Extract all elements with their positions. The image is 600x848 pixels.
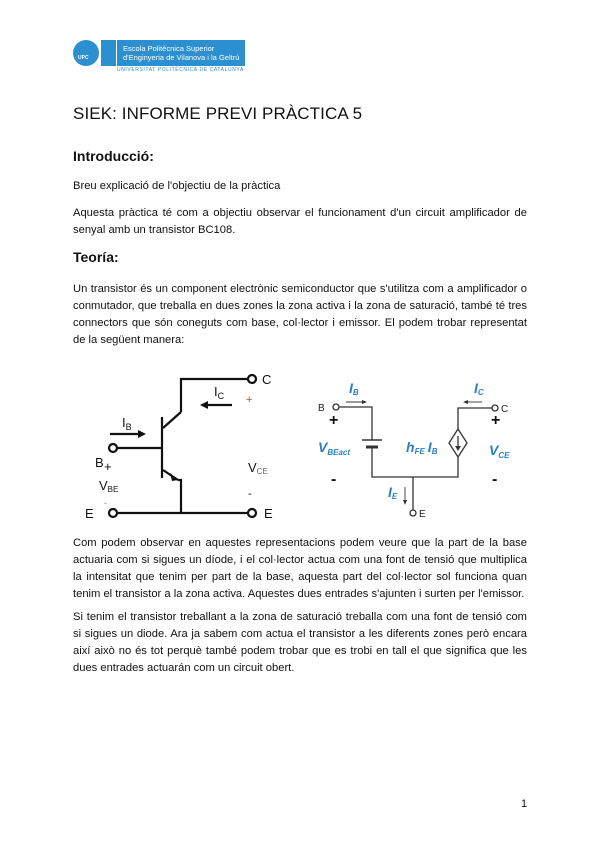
page-title: SIEK: INFORME PREVI PRÀCTICA 5 [73, 104, 363, 123]
label-b: B [95, 455, 104, 470]
label-b-plus: + [104, 459, 112, 474]
label-c-minus: - [248, 488, 252, 500]
eq-label-ic: IC [474, 380, 484, 397]
label-ic: $I_C$ [214, 384, 225, 401]
eq-label-vce: $V_{CE}$ [489, 442, 510, 460]
eq-plus-left: + [329, 412, 339, 429]
eq-label-vbeact: $V_{BEact}$ [318, 439, 351, 457]
university-name: UNIVERSITAT POLITÈCNICA DE CATALUNYA [117, 67, 244, 73]
intro-paragraph: Aquesta pràctica té com a objectiu observar el funcionament d'un circuit amplificador de senyal amb un transistor BC108. [73, 207, 527, 236]
label-c: C [262, 372, 272, 387]
intro-subtitle: Breu explicació de l'objectiu de la pràctica [73, 180, 281, 192]
label-vce: VCE [248, 460, 268, 476]
theory-paragraph-2: Com podem observar en aquestes representacions podem veure que la part de la base actuaria com si sigues un díode, i el col·lector actua com una font de tensió que multiplica la intensitat que tenim per part de la base, aquesta part del col·lector sol funciona quan tenim el transistor a la zona activa. Aquestes dues entrades s'ajunten i surten per l'emissor. [73, 537, 527, 600]
eq-minus-left: - [331, 471, 337, 488]
eq-label-ib: IB [349, 380, 359, 397]
eq-plus-right: + [491, 412, 501, 429]
school-line2: d'Enginyeria de Vilanova i la Geltrú [123, 53, 240, 62]
eq-label-c: C [501, 404, 509, 415]
label-e-left: E [85, 506, 94, 521]
upc-logo-text: UPC [78, 55, 89, 61]
eq-label-ie: IE [388, 484, 398, 501]
eq-label-b: B [318, 403, 325, 414]
bjt-symbol-diagram [109, 375, 256, 517]
intro-heading: Introducció: [73, 148, 154, 164]
eq-label-hfe-ib: hFE IB [406, 439, 438, 456]
label-vbe: VBE [99, 478, 119, 494]
label-b-minus: - [104, 498, 107, 508]
eq-label-e: E [419, 509, 426, 520]
label-c-plus: + [246, 394, 253, 406]
label-ib: $I_B$ [122, 415, 132, 432]
label-e-right: E [264, 506, 273, 521]
eq-minus-right: - [492, 471, 498, 488]
school-line1: Escola Politècnica Superior [123, 44, 215, 53]
theory-paragraph-1: Un transistor és un component electrònic semiconductor que s'utilitza com a amplificador o conmutador, que treballa en dues zones la zona activa i la zona de saturació, també té tres connectors que són coneguts com base, col·lector i emissor. El podem trobar representat de la següent manera: [73, 283, 527, 346]
page-number: 1 [521, 798, 528, 810]
theory-paragraph-3: Si tenim el transistor treballant a la zona de saturació treballa com una font de tensió com si sigues un diode. Ara ja sabem com actua el transistor a les diferents zones però encara així això no és tot perquè també podem trobar que es trobi en tall el que significa que les dues entrades actuarán com un circuit obert. [73, 611, 527, 674]
theory-heading: Teoría: [73, 249, 119, 265]
